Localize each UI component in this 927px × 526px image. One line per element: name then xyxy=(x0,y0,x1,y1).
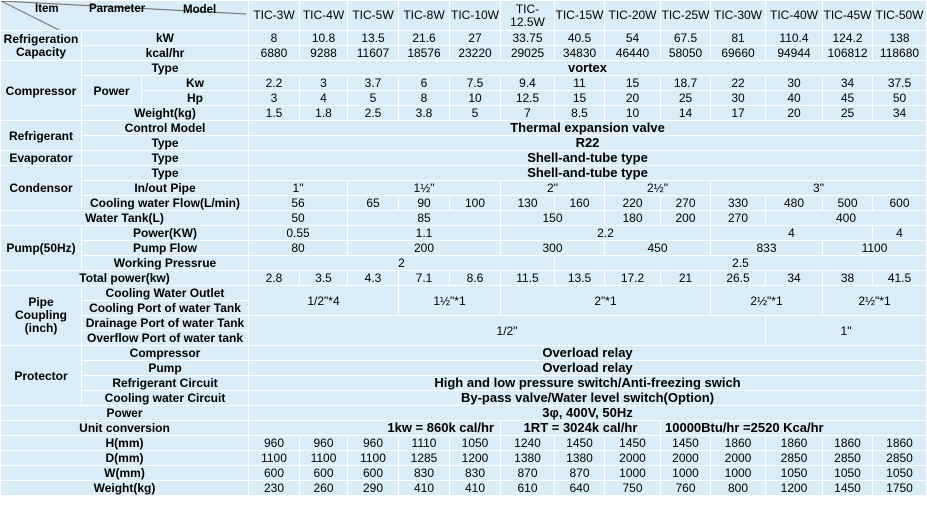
value-cell: 100 xyxy=(450,196,501,211)
unit-conversion-label: Unit conversion xyxy=(1,421,249,436)
value-cell: 26.5 xyxy=(711,271,766,286)
compressor-type-value: vortex xyxy=(249,61,927,76)
value-cell: 400 xyxy=(766,211,927,226)
value-cell: 600 xyxy=(300,466,348,481)
value-cell: 37.5 xyxy=(873,76,927,91)
model-header: TIC-50W xyxy=(873,1,927,31)
water-tank-label: Water Tank(L) xyxy=(1,211,249,226)
model-header: TIC-30W xyxy=(711,1,766,31)
value-cell: 138 xyxy=(873,31,927,46)
value-cell: 5 xyxy=(450,106,501,121)
value-cell: 11607 xyxy=(348,46,399,61)
value-cell: 1050 xyxy=(450,436,501,451)
value-cell: 960 xyxy=(300,436,348,451)
unit-weight-label: Weight(kg) xyxy=(1,481,249,496)
value-cell: 2850 xyxy=(873,451,927,466)
value-cell: 2.8 xyxy=(249,271,300,286)
power-label: Power xyxy=(82,76,142,106)
pump-power-row xyxy=(1,226,927,241)
value-cell: 870 xyxy=(555,466,605,481)
depth-label: D(mm) xyxy=(1,451,249,466)
value-cell: 1050 xyxy=(766,466,823,481)
value-cell: 1110 xyxy=(399,436,450,451)
value-cell: 69660 xyxy=(711,46,766,61)
refrigeration-kcal-row xyxy=(1,46,927,61)
pipe-drainage-row xyxy=(1,316,927,331)
value-cell: 20 xyxy=(605,91,661,106)
value-cell: 2850 xyxy=(766,451,823,466)
value-cell: 1450 xyxy=(823,481,873,496)
value-cell: 20 xyxy=(766,106,823,121)
value-cell: 3.5 xyxy=(300,271,348,286)
value-cell: 610 xyxy=(501,481,555,496)
value-cell: 11.5 xyxy=(501,271,555,286)
value-cell: 2.5 xyxy=(555,256,927,271)
value-cell: 50 xyxy=(249,211,348,226)
value-cell: 34830 xyxy=(555,46,605,61)
compressor-kw-row xyxy=(1,76,927,91)
condenser-type-label: Type xyxy=(82,166,249,181)
value-cell: 25 xyxy=(661,91,711,106)
condenser-type-row xyxy=(1,166,927,181)
value-cell: 90 xyxy=(399,196,450,211)
value-cell: 50 xyxy=(873,91,927,106)
value-cell: 2000 xyxy=(605,451,661,466)
value-cell: 12.5 xyxy=(501,91,555,106)
value-cell: 260 xyxy=(300,481,348,496)
value-cell: 1000 xyxy=(605,466,661,481)
value-cell: 1100 xyxy=(300,451,348,466)
pump-label: Pump(50Hz) xyxy=(1,226,82,271)
value-cell: 46440 xyxy=(605,46,661,61)
header-corner xyxy=(1,1,249,31)
value-cell: 0.55 xyxy=(249,226,348,241)
protector-cooling-row xyxy=(1,391,927,406)
value-cell: 10 xyxy=(450,91,501,106)
value-cell: 21.6 xyxy=(399,31,450,46)
value-cell: 1200 xyxy=(450,451,501,466)
value-cell: 7 xyxy=(501,106,555,121)
evaporator-type-label: Type xyxy=(82,151,249,166)
value-cell: 25 xyxy=(823,106,873,121)
value-cell: 6 xyxy=(399,76,450,91)
value-cell: 1000 xyxy=(661,466,711,481)
value-cell: 1100 xyxy=(249,451,300,466)
cooling-port-label: Cooling Port of water Tank xyxy=(82,301,249,316)
value-cell: 300 xyxy=(501,241,605,256)
protector-compressor-label: Compressor xyxy=(82,346,249,361)
value-cell: 160 xyxy=(555,196,605,211)
pipe-outlet-row xyxy=(1,286,927,301)
value-cell: 2850 xyxy=(823,451,873,466)
dimension-w-row xyxy=(1,466,927,481)
value-cell: 3 xyxy=(300,76,348,91)
power-row xyxy=(1,406,927,421)
value-cell: 1/2"*4 xyxy=(249,286,399,316)
refrigerant-type-value: R22 xyxy=(249,136,927,151)
header-model-label: Model xyxy=(183,4,217,16)
value-cell: 14 xyxy=(661,106,711,121)
value-cell: 4 xyxy=(711,226,873,241)
value-cell: 18.7 xyxy=(661,76,711,91)
value-cell: 220 xyxy=(605,196,661,211)
height-label: H(mm) xyxy=(1,436,249,451)
value-cell: 8 xyxy=(249,31,300,46)
value-cell: 54 xyxy=(605,31,661,46)
value-cell: 1860 xyxy=(823,436,873,451)
value-cell: 1½"*1 xyxy=(399,286,501,316)
value-cell: 3" xyxy=(711,181,927,196)
value-cell: 34 xyxy=(766,271,823,286)
refrigerant-label: Refrigerant xyxy=(1,121,82,151)
value-cell: 150 xyxy=(501,211,605,226)
pump-flow-label: Pump Flow xyxy=(82,241,249,256)
power-label: Power xyxy=(1,406,249,421)
value-cell: 600 xyxy=(873,196,927,211)
value-cell: 3 xyxy=(249,91,300,106)
value-cell: 500 xyxy=(823,196,873,211)
pump-pressure-row xyxy=(1,256,927,271)
value-cell: 200 xyxy=(661,211,711,226)
value-cell: 600 xyxy=(348,466,399,481)
compressor-type-label: Type xyxy=(82,61,249,76)
refrigeration-kw-row xyxy=(1,31,927,46)
value-cell: 640 xyxy=(555,481,605,496)
model-header: TIC-20W xyxy=(605,1,661,31)
overflow-port-label: Overflow Port of water tank xyxy=(82,331,249,346)
protector-compressor-value: Overload relay xyxy=(249,346,927,361)
value-cell: 45 xyxy=(823,91,873,106)
value-cell: 1/2" xyxy=(249,316,766,346)
power-value: 3φ, 400V, 50Hz xyxy=(249,406,927,421)
model-header: TIC-5W xyxy=(348,1,399,31)
value-cell: 21 xyxy=(661,271,711,286)
value-cell: 80 xyxy=(249,241,348,256)
water-tank-row xyxy=(1,211,927,226)
value-cell: 56 xyxy=(249,196,348,211)
value-cell: 1050 xyxy=(873,466,927,481)
value-cell: 4 xyxy=(873,226,927,241)
model-header: TIC-10W xyxy=(450,1,501,31)
pipe-coupling-label: Pipe Coupling (inch) xyxy=(1,286,82,346)
value-cell: 65 xyxy=(348,196,399,211)
value-cell: 34 xyxy=(823,76,873,91)
kcal-label: kcal/hr xyxy=(82,46,249,61)
value-cell: 11 xyxy=(555,76,605,91)
compressor-label: Compressor xyxy=(1,61,82,121)
value-cell: 830 xyxy=(399,466,450,481)
value-cell: 1240 xyxy=(501,436,555,451)
value-cell: 410 xyxy=(450,481,501,496)
value-cell: 9288 xyxy=(300,46,348,61)
cooling-flow-label: Cooling water Flow(L/min) xyxy=(82,196,249,211)
value-cell: 760 xyxy=(661,481,711,496)
protector-cooling-value: By-pass valve/Water level switch(Option) xyxy=(249,391,927,406)
protector-refrigerant-row xyxy=(1,376,927,391)
model-header: TIC-45W xyxy=(823,1,873,31)
condenser-pipe-row xyxy=(1,181,927,196)
value-cell: 1050 xyxy=(823,466,873,481)
value-cell: 30 xyxy=(711,91,766,106)
value-cell: 7.1 xyxy=(399,271,450,286)
model-header: TIC-15W xyxy=(555,1,605,31)
value-cell: 330 xyxy=(711,196,766,211)
unit-conversion-a: 1kw = 860k cal/hr xyxy=(249,421,501,436)
value-cell: 2.5 xyxy=(348,106,399,121)
value-cell: 200 xyxy=(348,241,501,256)
compressor-hp-label: Hp xyxy=(142,91,249,106)
evaporator-type-value: Shell-and-tube type xyxy=(249,151,927,166)
value-cell: 40 xyxy=(766,91,823,106)
value-cell: 13.5 xyxy=(348,31,399,46)
refrigerant-control-row xyxy=(1,121,927,136)
pipe-label: In/out Pipe xyxy=(82,181,249,196)
value-cell: 1380 xyxy=(555,451,605,466)
value-cell: 450 xyxy=(605,241,711,256)
value-cell: 2000 xyxy=(661,451,711,466)
pump-power-label: Power(KW) xyxy=(82,226,249,241)
value-cell: 410 xyxy=(399,481,450,496)
value-cell: 2"*1 xyxy=(501,286,711,316)
value-cell: 18576 xyxy=(399,46,450,61)
total-power-label: Total power(kw) xyxy=(1,271,249,286)
value-cell: 2000 xyxy=(711,451,766,466)
model-header: TIC-8W xyxy=(399,1,450,31)
dimension-d-row xyxy=(1,451,927,466)
value-cell: 29025 xyxy=(501,46,555,61)
value-cell: 2.2 xyxy=(501,226,711,241)
protector-cooling-label: Cooling water Circuit xyxy=(82,391,249,406)
value-cell: 1380 xyxy=(501,451,555,466)
compressor-weight-row xyxy=(1,106,927,121)
value-cell: 1100 xyxy=(348,451,399,466)
value-cell: 230 xyxy=(249,481,300,496)
value-cell: 22 xyxy=(711,76,766,91)
value-cell: 750 xyxy=(605,481,661,496)
value-cell: 2.2 xyxy=(249,76,300,91)
header-row xyxy=(1,1,927,31)
value-cell: 3.8 xyxy=(399,106,450,121)
value-cell: 830 xyxy=(450,466,501,481)
value-cell: 118680 xyxy=(873,46,927,61)
value-cell: 3.7 xyxy=(348,76,399,91)
value-cell: 4.3 xyxy=(348,271,399,286)
value-cell: 8 xyxy=(399,91,450,106)
value-cell: 8.6 xyxy=(450,271,501,286)
refrigerant-type-label: Type xyxy=(82,136,249,151)
pump-flow-row xyxy=(1,241,927,256)
value-cell: 960 xyxy=(348,436,399,451)
value-cell: 1100 xyxy=(823,241,927,256)
cooling-water-outlet-label: Cooling Water Outlet xyxy=(82,286,249,301)
control-model-label: Control Model xyxy=(82,121,249,136)
value-cell: 2½" xyxy=(605,181,711,196)
compressor-kw-label: Kw xyxy=(142,76,249,91)
value-cell: 33.75 xyxy=(501,31,555,46)
value-cell: 15 xyxy=(605,76,661,91)
condenser-flow-row xyxy=(1,196,927,211)
value-cell: 2½"*1 xyxy=(823,286,927,316)
protector-refrigerant-value: High and low pressure switch/Anti-freezing swich xyxy=(249,376,927,391)
evaporator-row xyxy=(1,151,927,166)
value-cell: 1" xyxy=(249,181,348,196)
refrigerant-type-row xyxy=(1,136,927,151)
unit-conversion-b: 1RT = 3024k cal/hr xyxy=(501,421,661,436)
drainage-port-label: Drainage Port of water Tank xyxy=(82,316,249,331)
value-cell: 1860 xyxy=(766,436,823,451)
value-cell: 67.5 xyxy=(661,31,711,46)
value-cell: 40.5 xyxy=(555,31,605,46)
model-header: TIC-25W xyxy=(661,1,711,31)
value-cell: 800 xyxy=(711,481,766,496)
value-cell: 27 xyxy=(450,31,501,46)
value-cell: 870 xyxy=(501,466,555,481)
dimension-weight-row xyxy=(1,481,927,496)
value-cell: 960 xyxy=(249,436,300,451)
protector-pump-row xyxy=(1,361,927,376)
value-cell: 81 xyxy=(711,31,766,46)
protector-label: Protector xyxy=(1,346,82,406)
value-cell: 8.5 xyxy=(555,106,605,121)
value-cell: 30 xyxy=(766,76,823,91)
value-cell: 270 xyxy=(711,211,766,226)
value-cell: 10.8 xyxy=(300,31,348,46)
value-cell: 1.8 xyxy=(300,106,348,121)
value-cell: 480 xyxy=(766,196,823,211)
value-cell: 94944 xyxy=(766,46,823,61)
value-cell: 1½" xyxy=(348,181,501,196)
model-header: TIC-3W xyxy=(249,1,300,31)
value-cell: 34 xyxy=(873,106,927,121)
value-cell: 1200 xyxy=(766,481,823,496)
value-cell: 1" xyxy=(766,316,927,346)
value-cell: 23220 xyxy=(450,46,501,61)
value-cell: 38 xyxy=(823,271,873,286)
value-cell: 10 xyxy=(605,106,661,121)
value-cell: 600 xyxy=(249,466,300,481)
value-cell: 17 xyxy=(711,106,766,121)
header-item-label: Item xyxy=(35,3,59,15)
value-cell: 2" xyxy=(501,181,605,196)
value-cell: 7.5 xyxy=(450,76,501,91)
value-cell: 17.2 xyxy=(605,271,661,286)
unit-conversion-c: 10000Btu/hr =2520 Kca/hr xyxy=(661,421,927,436)
value-cell: 270 xyxy=(661,196,711,211)
value-cell: 290 xyxy=(348,481,399,496)
kw-label: kW xyxy=(82,31,249,46)
value-cell: 1450 xyxy=(555,436,605,451)
unit-conversion-row xyxy=(1,421,927,436)
width-label: W(mm) xyxy=(1,466,249,481)
value-cell: 1000 xyxy=(711,466,766,481)
value-cell: 15 xyxy=(555,91,605,106)
value-cell: 4 xyxy=(300,91,348,106)
value-cell: 1860 xyxy=(711,436,766,451)
model-header: TIC-4W xyxy=(300,1,348,31)
value-cell: 106812 xyxy=(823,46,873,61)
condenser-type-value: Shell-and-tube type xyxy=(249,166,927,181)
value-cell: 124.2 xyxy=(823,31,873,46)
value-cell: 1.1 xyxy=(348,226,501,241)
value-cell: 1285 xyxy=(399,451,450,466)
value-cell: 833 xyxy=(711,241,823,256)
value-cell: 1860 xyxy=(873,436,927,451)
value-cell: 9.4 xyxy=(501,76,555,91)
protector-pump-label: Pump xyxy=(82,361,249,376)
compressor-weight-label: Weight(kg) xyxy=(82,106,249,121)
compressor-type-row xyxy=(1,61,927,76)
value-cell: 130 xyxy=(501,196,555,211)
value-cell: 58050 xyxy=(661,46,711,61)
evaporator-label: Evaporator xyxy=(1,151,82,166)
refrigeration-capacity-label: Refrigeration Capacity xyxy=(1,31,82,61)
value-cell: 41.5 xyxy=(873,271,927,286)
total-power-row xyxy=(1,271,927,286)
value-cell: 1450 xyxy=(605,436,661,451)
value-cell: 2 xyxy=(249,256,555,271)
protector-pump-value: Overload relay xyxy=(249,361,927,376)
value-cell: 13.5 xyxy=(555,271,605,286)
model-header: TIC-40W xyxy=(766,1,823,31)
header-parameter-label: Parameter xyxy=(89,3,146,15)
value-cell: 180 xyxy=(605,211,661,226)
value-cell: 2½"*1 xyxy=(711,286,823,316)
value-cell: 1.5 xyxy=(249,106,300,121)
protector-refrigerant-label: Refrigerant Circuit xyxy=(82,376,249,391)
value-cell: 85 xyxy=(348,211,501,226)
value-cell: 5 xyxy=(348,91,399,106)
value-cell: 1750 xyxy=(873,481,927,496)
value-cell: 6880 xyxy=(249,46,300,61)
model-header: TIC-12.5W xyxy=(501,1,555,31)
dimension-h-row xyxy=(1,436,927,451)
value-cell: 1450 xyxy=(661,436,711,451)
condenser-label: Condensor xyxy=(1,166,82,211)
protector-compressor-row xyxy=(1,346,927,361)
control-model-value: Thermal expansion valve xyxy=(249,121,927,136)
pump-pressure-label: Working Pressrue xyxy=(82,256,249,271)
value-cell: 110.4 xyxy=(766,31,823,46)
